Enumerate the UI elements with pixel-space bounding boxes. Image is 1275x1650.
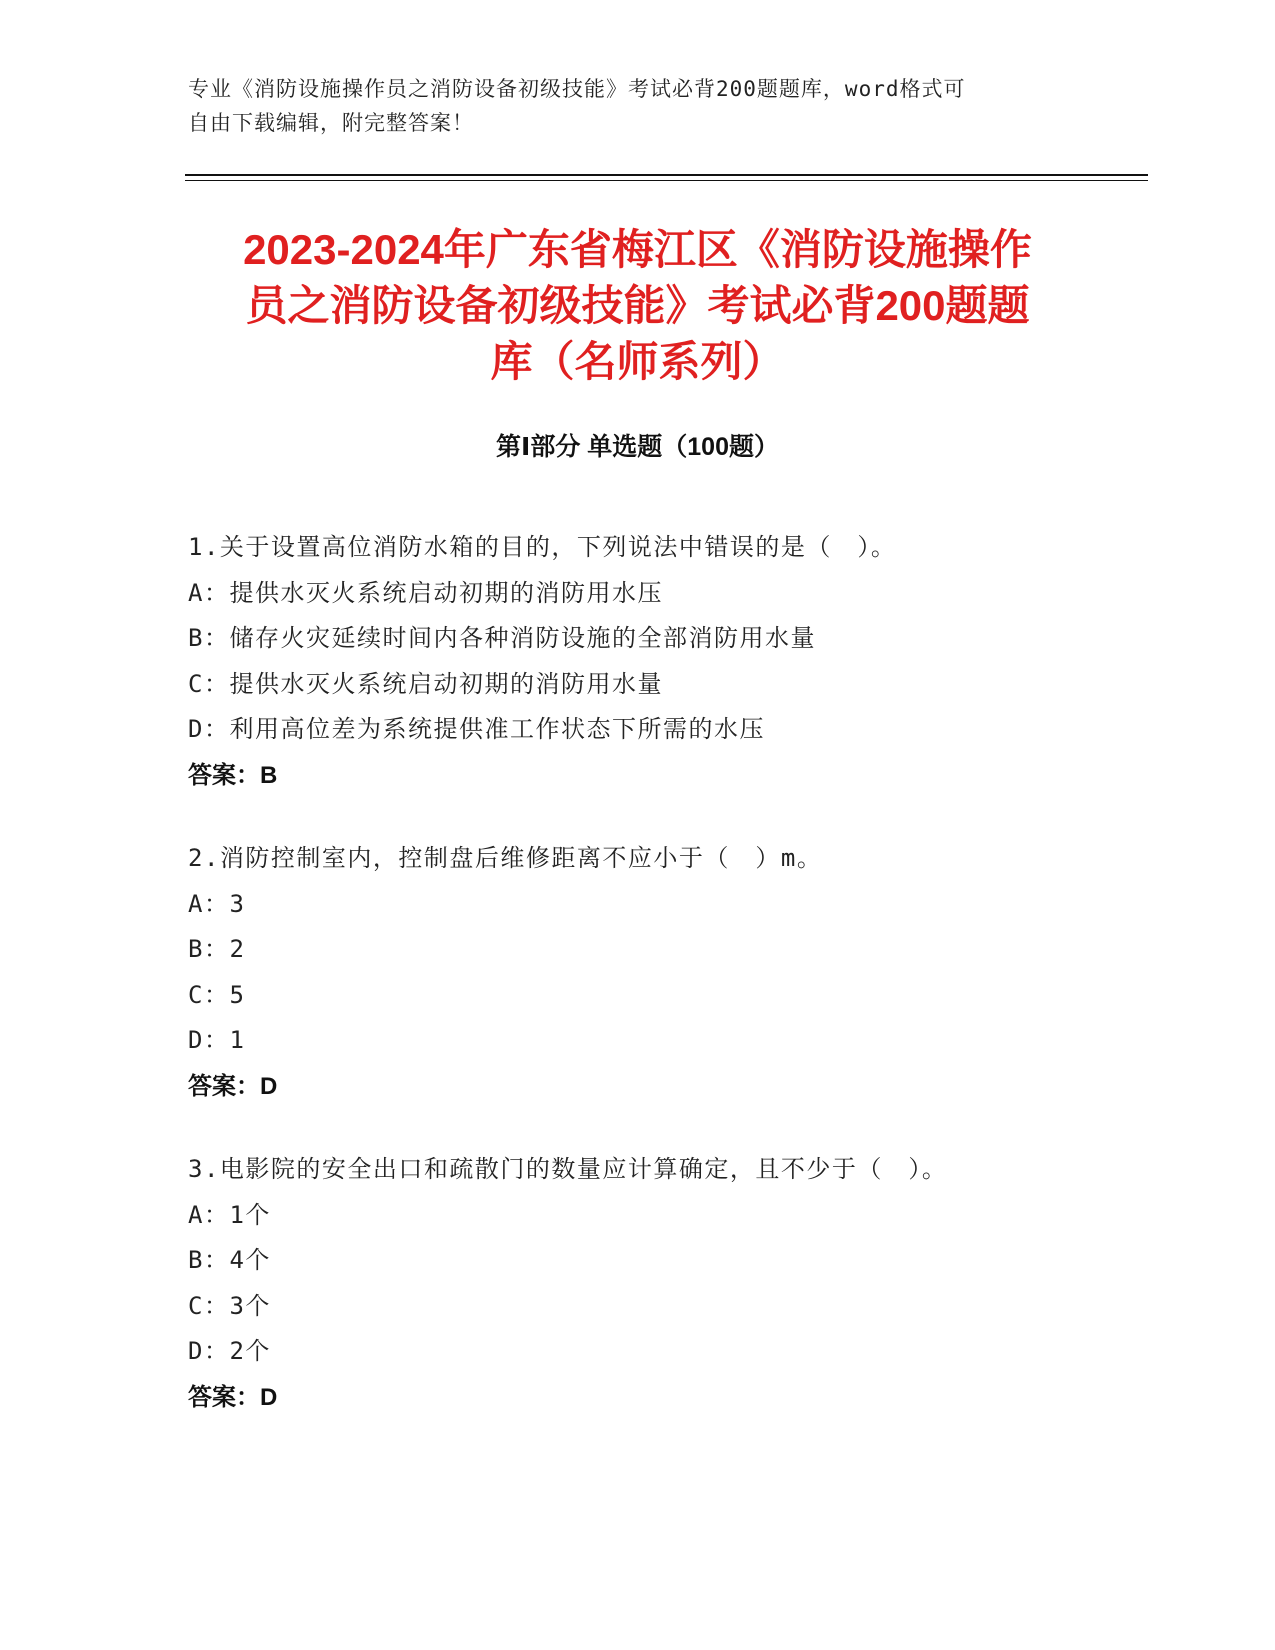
option-d: D：利用高位差为系统提供准工作状态下所需的水压: [188, 715, 765, 743]
question-stem: 1.关于设置高位消防水箱的目的，下列说法中错误的是（ ）。: [188, 533, 897, 561]
answer-label: 答案：D: [188, 1383, 278, 1411]
question-stem: 2.消防控制室内，控制盘后维修距离不应小于（ ）m。: [188, 844, 823, 872]
option-c: C：提供水灭火系统启动初期的消防用水量: [188, 669, 663, 698]
option-b: B：4个: [188, 1246, 271, 1274]
question-2: [188, 836, 1148, 1109]
option-d: D：2个: [188, 1337, 271, 1365]
section-title: 第Ⅰ部分 单选题（100题）: [496, 433, 779, 461]
question-1: [188, 525, 1148, 798]
option-a: A：提供水灭火系统启动初期的消防用水压: [188, 578, 663, 607]
document-title-line-2: 员之消防设备初级技能》考试必背200题题: [245, 282, 1030, 329]
header-divider-thick: [185, 174, 1148, 176]
answer-label: 答案：D: [188, 1072, 278, 1100]
question-list: [188, 525, 1148, 1458]
option-b: B：储存火灾延续时间内各种消防设施的全部消防用水量: [188, 624, 816, 652]
option-a: A：1个: [188, 1200, 271, 1229]
option-c: C：3个: [188, 1291, 271, 1320]
header-divider-thin: [185, 180, 1148, 181]
header-note-line-2: 自由下载编辑，附完整答案！: [188, 111, 474, 135]
document-title: [150, 222, 1125, 390]
option-d: D：1: [188, 1026, 246, 1054]
question-3: [188, 1147, 1148, 1420]
question-stem: 3.电影院的安全出口和疏散门的数量应计算确定，且不少于（ ）。: [188, 1155, 948, 1183]
option-b: B：2: [188, 935, 246, 963]
header-note: [188, 72, 1068, 140]
option-a: A：3: [188, 889, 246, 918]
header-note-line-1: 专业《消防设施操作员之消防设备初级技能》考试必背200题题库，word格式可: [188, 77, 966, 101]
document-title-line-1: 2023-2024年广东省梅江区《消防设施操作: [243, 226, 1032, 273]
option-c: C：5: [188, 980, 246, 1009]
document-title-line-3: 库（名师系列）: [490, 338, 785, 385]
answer-label: 答案：B: [188, 761, 278, 789]
